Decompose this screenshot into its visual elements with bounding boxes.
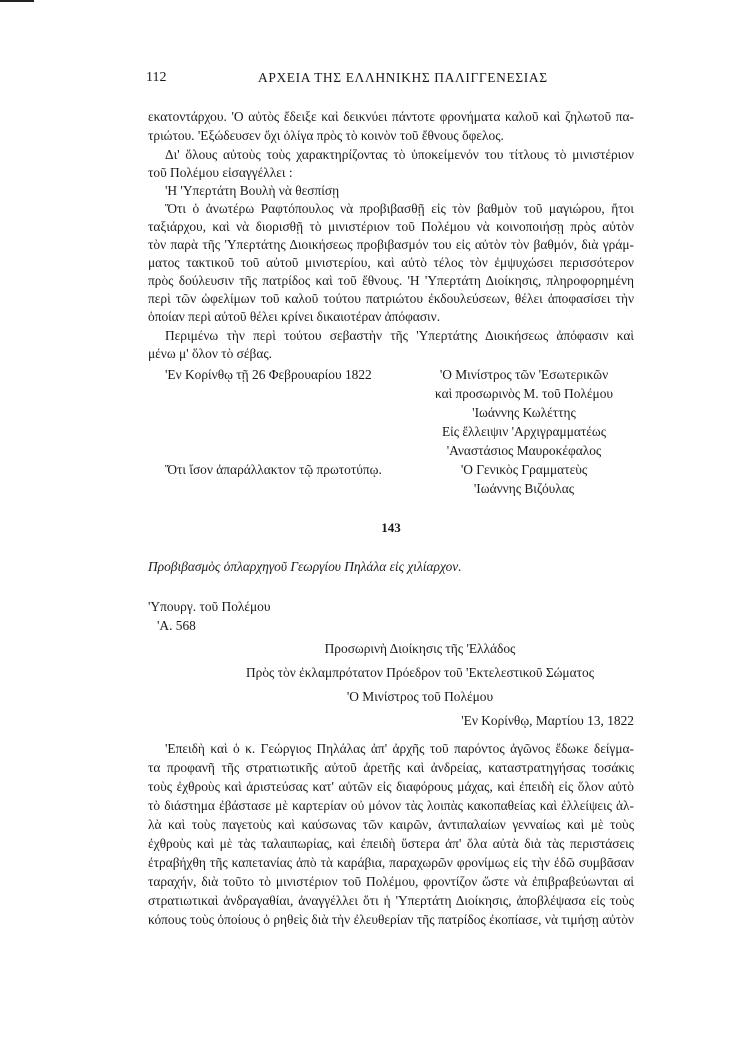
- date-place: 'Εν Κορίνθῳ τῇ 26 Φεβρουαρίου 1822: [165, 367, 372, 382]
- text-line: Ὅτι ὁ ἀνωτέρω Ραφτόπουλος νὰ προβιβασθῇ εἰς τὸν βαθμὸν τοῦ μαγιώρου, ἤτοι: [165, 201, 634, 216]
- text-line: περὶ τῶν ὠφελίμων τοῦ καλοῦ τούτου πατριώτου ἐκδουλεύσεων, θέλει ἀποφασίσει τὴν: [148, 291, 634, 306]
- heading-government: Προσωρινὴ Διοίκησις τῆς 'Ελλάδος: [324, 641, 516, 656]
- certification-note: Ὅτι ἴσον ἀπαράλλακτον τῷ πρωτοτύπῳ.: [165, 462, 382, 477]
- heading-recipient: Πρὸς τὸν ἐκλαμπρότατον Πρόεδρον τοῦ 'Εκτελεστικοῦ Σώματος: [245, 665, 595, 680]
- document-summary: Προβιβασμὸς ὁπλαρχηγοῦ Γεωργίου Πηλάλα εἰς χιλίαρχον.: [148, 559, 462, 574]
- scan-edge-mark: [0, 0, 34, 2]
- text-line: τὸν παρὰ τῆς 'Υπερτάτης Διοικήσεως προβιβασμόν του εἰς αὐτὸν τὸν βαθμόν, διὰ γράμ-: [148, 237, 634, 252]
- signature-line: 'Ο Μινίστρος τῶν 'Εσωτερικῶν: [439, 367, 609, 382]
- body-line: στρατιωτικαὶ ἀνδραγαθίαι, ἀναγγέλλει ὅτι ἡ 'Υπερτάτη Διοίκησις, ἀποβλέψασα εἰς τοὺς: [148, 893, 634, 908]
- body-line: ἐτραβήχθη τῆς καπετανίας ἀπὸ τὰ καράβια, παραχωρῶν φρονίμως εἰς τὴν ἐδῶ συμβᾶσαν: [148, 855, 634, 870]
- secretary-title: 'Ο Γενικὸς Γραμματεὺς: [460, 462, 588, 477]
- page-number: 112: [146, 70, 167, 85]
- body-line: ταραχήν, διὰ τοῦτο τὸ μινιστέριον τοῦ Πολέμου, φροντίζον ὥστε νὰ ἐπιβραβεύωνται αἱ: [148, 874, 634, 889]
- body-line: τοὺς ἐχθροὺς καὶ ἀριστεύσας κατ' αὐτῶν εἰς διαφόρους μάχας, καὶ ἐπειδὴ εἰς ὅλον αὐτὸ: [148, 779, 634, 794]
- text-line: τοῦ Πολέμου εἰσαγγέλλει :: [148, 165, 293, 180]
- body-line: κόπους τοὺς ὁποίους ὁ ρηθεὶς διὰ τὴν ἐλευθερίαν τῆς πατρίδος ἐκοπίασε, νὰ τιμήσῃ αὐτὸν: [148, 912, 634, 927]
- body-line: τα προφανῆ τῆς στρατιωτικῆς αὐτοῦ ἀρετῆς καὶ ἀνδρείας, καταστρατηγήσας τοσάκις: [148, 760, 634, 775]
- signature-line: Εἰς ἔλλειψιν 'Αρχιγραμματέως: [441, 424, 607, 439]
- body-line: τὸ διάστημα ἐβάστασε μὲ καρτερίαν οὐ μόνον τὰς λοιπὰς κακοπαθείας καὶ ἐλλείψεις ἀλ-: [148, 798, 634, 813]
- signature-name: 'Αναστάσιος Μαυροκέφαλος: [446, 443, 602, 458]
- text-line: ὁποίαν περὶ αὐτοῦ θέλει κρίνει δικαιοτέραν ἀπόφασιν.: [148, 309, 441, 324]
- body-line: 'Επειδὴ καὶ ὁ κ. Γεώργιος Πηλάλας ἀπ' ἀρχῆς τοῦ παρόντος ἀγῶνος ἔδωκε δείγμα-: [165, 741, 634, 756]
- text-line: Δι' ὅλους αὐτοὺς τοὺς χαρακτηρίζοντας τὸ ὑποκείμενόν του τίτλους τὸ μινιστέριον: [165, 147, 634, 162]
- heading-sender: 'Ο Μινίστρος τοῦ Πολέμου: [346, 689, 494, 704]
- reference-number: 'Α. 568: [157, 618, 196, 633]
- document-number: 143: [381, 520, 401, 535]
- body-line: ἐχθροὺς καὶ μὲ τὰς ταλαιπωρίας, καὶ ἐπειδὴ ὕστερα ἀπ' ὅλα αὐτὰ διὰ τὰς περιστάσεις: [148, 836, 634, 851]
- text-line: τριώτου. 'Εξώδευσεν ὄχι ὀλίγα πρὸς τὸ κοινὸν τοῦ ἔθνους ὄφελος.: [148, 128, 504, 143]
- text-line: ματος τακτικοῦ τοῦ αὐτοῦ μινιστερίου, καὶ αὐτὸ τέλος τὸν ἐμψυχώσει περισσότερον: [148, 255, 634, 270]
- body-line: λὰ καὶ τοὺς παγετοὺς καὶ καύσωνας τῶν καιρῶν, ἀντιπαλαίων γενναίως καὶ μὲ τοὺς: [148, 817, 634, 832]
- text-line: Περιμένω τὴν περὶ τούτου σεβαστὴν τῆς 'Υπερτάτης Διοικήσεως ἀπόφασιν καὶ: [165, 328, 634, 343]
- signature-name: 'Ιωάννης Κωλέττης: [472, 405, 576, 420]
- text-line: ταξιάρχου, καὶ νὰ διορισθῇ τὸ μινιστέριον τοῦ Πολέμου νὰ κοινοποιήσῃ πρὸς αὐτὸν: [148, 219, 634, 234]
- text-line: πρὸς δούλευσιν τῆς πατρίδος καὶ τοῦ ἔθνους. 'Η 'Υπερτάτη Διοίκησις, πληροφορημένη: [148, 273, 634, 288]
- text-line: μένω μ' ὅλον τὸ σέβας.: [148, 346, 272, 361]
- address-line: 'Η 'Υπερτάτη Βουλὴ νὰ θεσπίσῃ: [165, 183, 340, 198]
- ministry-line: 'Υπουργ. τοῦ Πολέμου: [148, 599, 271, 614]
- date-place: 'Εν Κορίνθῳ, Μαρτίου 13, 1822: [461, 713, 634, 728]
- text-line: εκατοντάρχου. 'Ο αὐτὸς ἔδειξε καὶ δεικνύει πάντοτε φρονήματα καλοῦ καὶ ζηλωτοῦ πα-: [148, 109, 634, 124]
- secretary-name: 'Ιωάννης Βιζόυλας: [473, 481, 575, 496]
- signature-line: καὶ προσωρινὸς Μ. τοῦ Πολέμου: [434, 386, 614, 401]
- running-title: ΑΡΧΕΙΑ ΤΗΣ ΕΛΛΗΝΙΚΗΣ ΠΑΛΙΓΓΕΝΕΣΙΑΣ: [258, 70, 548, 85]
